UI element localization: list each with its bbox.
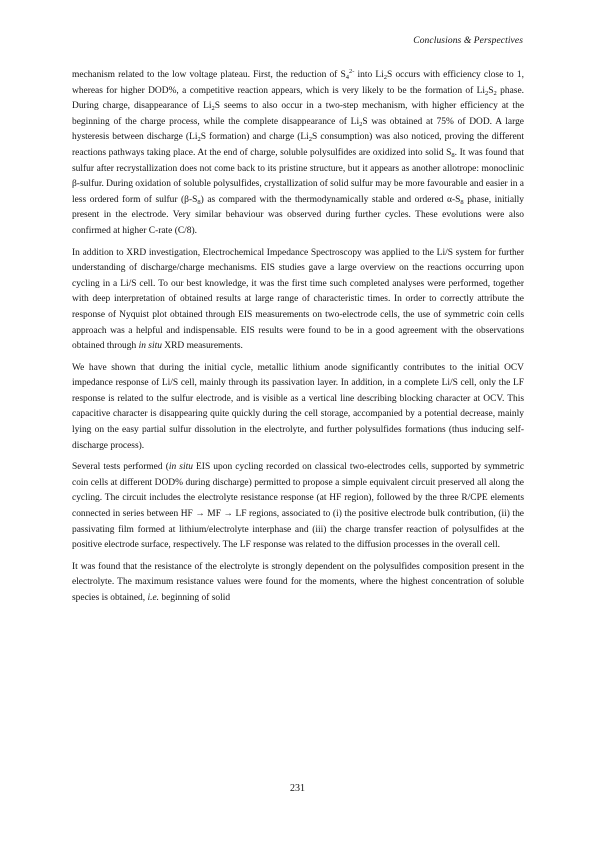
page-number: 231 xyxy=(290,783,305,794)
running-header: Conclusions & Perspectives xyxy=(413,36,523,46)
paragraph-5: It was found that the resistance of the electrolyte is strongly dependent on the polysulfides composition present in the electrolyte. The maximum resistance values were found for the moments, where the highest concentration of soluble species is obtained, i.e. beginning of solid xyxy=(72,561,524,603)
paragraph-3: We have shown that during the initial cycle, metallic lithium anode significantly contributes to the initial OCV impedance response of Li/S cell, mainly through its passivation layer. In addition, in a complete Li/S cell, only the LF response is related to the sulfur electrode, and is visible as a vertical line describing blocking character at OCV. This capacitive character is disappearing quite quickly during the cell storage, accompanied by a potential decrease, mainly lying on the easy partial sulfur dissolution in the electrolyte, and further polysulfides formations (thus inducing self-discharge process). xyxy=(72,362,524,451)
paragraph-2: In addition to XRD investigation, Electrochemical Impedance Spectroscopy was applied to the Li/S system for further understanding of discharge/charge mechanisms. EIS studies gave a large overview on the reactions occurring upon cycling in a Li/S cell. To our best knowledge, it was the first time such completed analyses were performed, together with deep interpretation of obtained results at large range of characteristic times. In order to correctly attribute the response of Nyquist plot obtained through EIS measurements on two-electrode cells, the use of symmetric coin cells approach was a helpful and indispensable. EIS results were found to be in a good agreement with the observations obtained through in situ XRD measurements. xyxy=(72,247,524,352)
body-text xyxy=(72,68,524,613)
paragraph-1: mechanism related to the low voltage plateau. First, the reduction of $S_4^{2-}$ into $Li_2S$ occurs with efficiency close to 1, whereas for higher DOD%, a competitive reaction appears, which is very likely to be the formation of $Li_2S_2$ phase. During charge, disappearance of $Li_2S$ seems to also occur in a two-step mechanism, with higher efficiency at the beginning of the charge process, while the complete disappearance of $Li_2S$ was obtained at 75% of DOD. A large hysteresis between discharge ($Li_2S$ formation) and charge ($Li_2S$ consumption) was also noticed, proving the different reactions pathways taking place. At the end of charge, soluble polysulfides are oxidized into solid $S_8$. It was found that sulfur after recrystallization does not come back to its pristine structure, but it appears as another allotrope: monoclinic β-sulfur. During oxidation of soluble polysulfides, crystallization of solid sulfur may be more favourable and easier in a less ordered form of sulfur $(\beta-S_8)$ as compared with the thermodynamically stable and ordered $\alpha-S_8$ phase, initially present in the electrode. Very similar behaviour was observed during further cycles. These evolutions were also confirmed at higher C-rate (C/8). xyxy=(72,68,525,236)
paragraph-4: Several tests performed (in situ EIS upon cycling recorded on classical two-electrodes cells, supported by symmetric coin cells at different DOD% during discharge) permitted to propose a simple equivalent circuit preserved all along the cycling. The circuit includes the electrolyte resistance response (at HF region), followed by the three R/CPE elements connected in series between HF → MF → LF regions, associated to (i) the positive electrode bulk contribution, (ii) the passivating film formed at lithium/electrolyte interphase and (iii) the charge transfer reaction of polysulfides at the positive electrode surface, respectively. The LF response was related to the diffusion processes in the overall cell. xyxy=(72,462,525,551)
